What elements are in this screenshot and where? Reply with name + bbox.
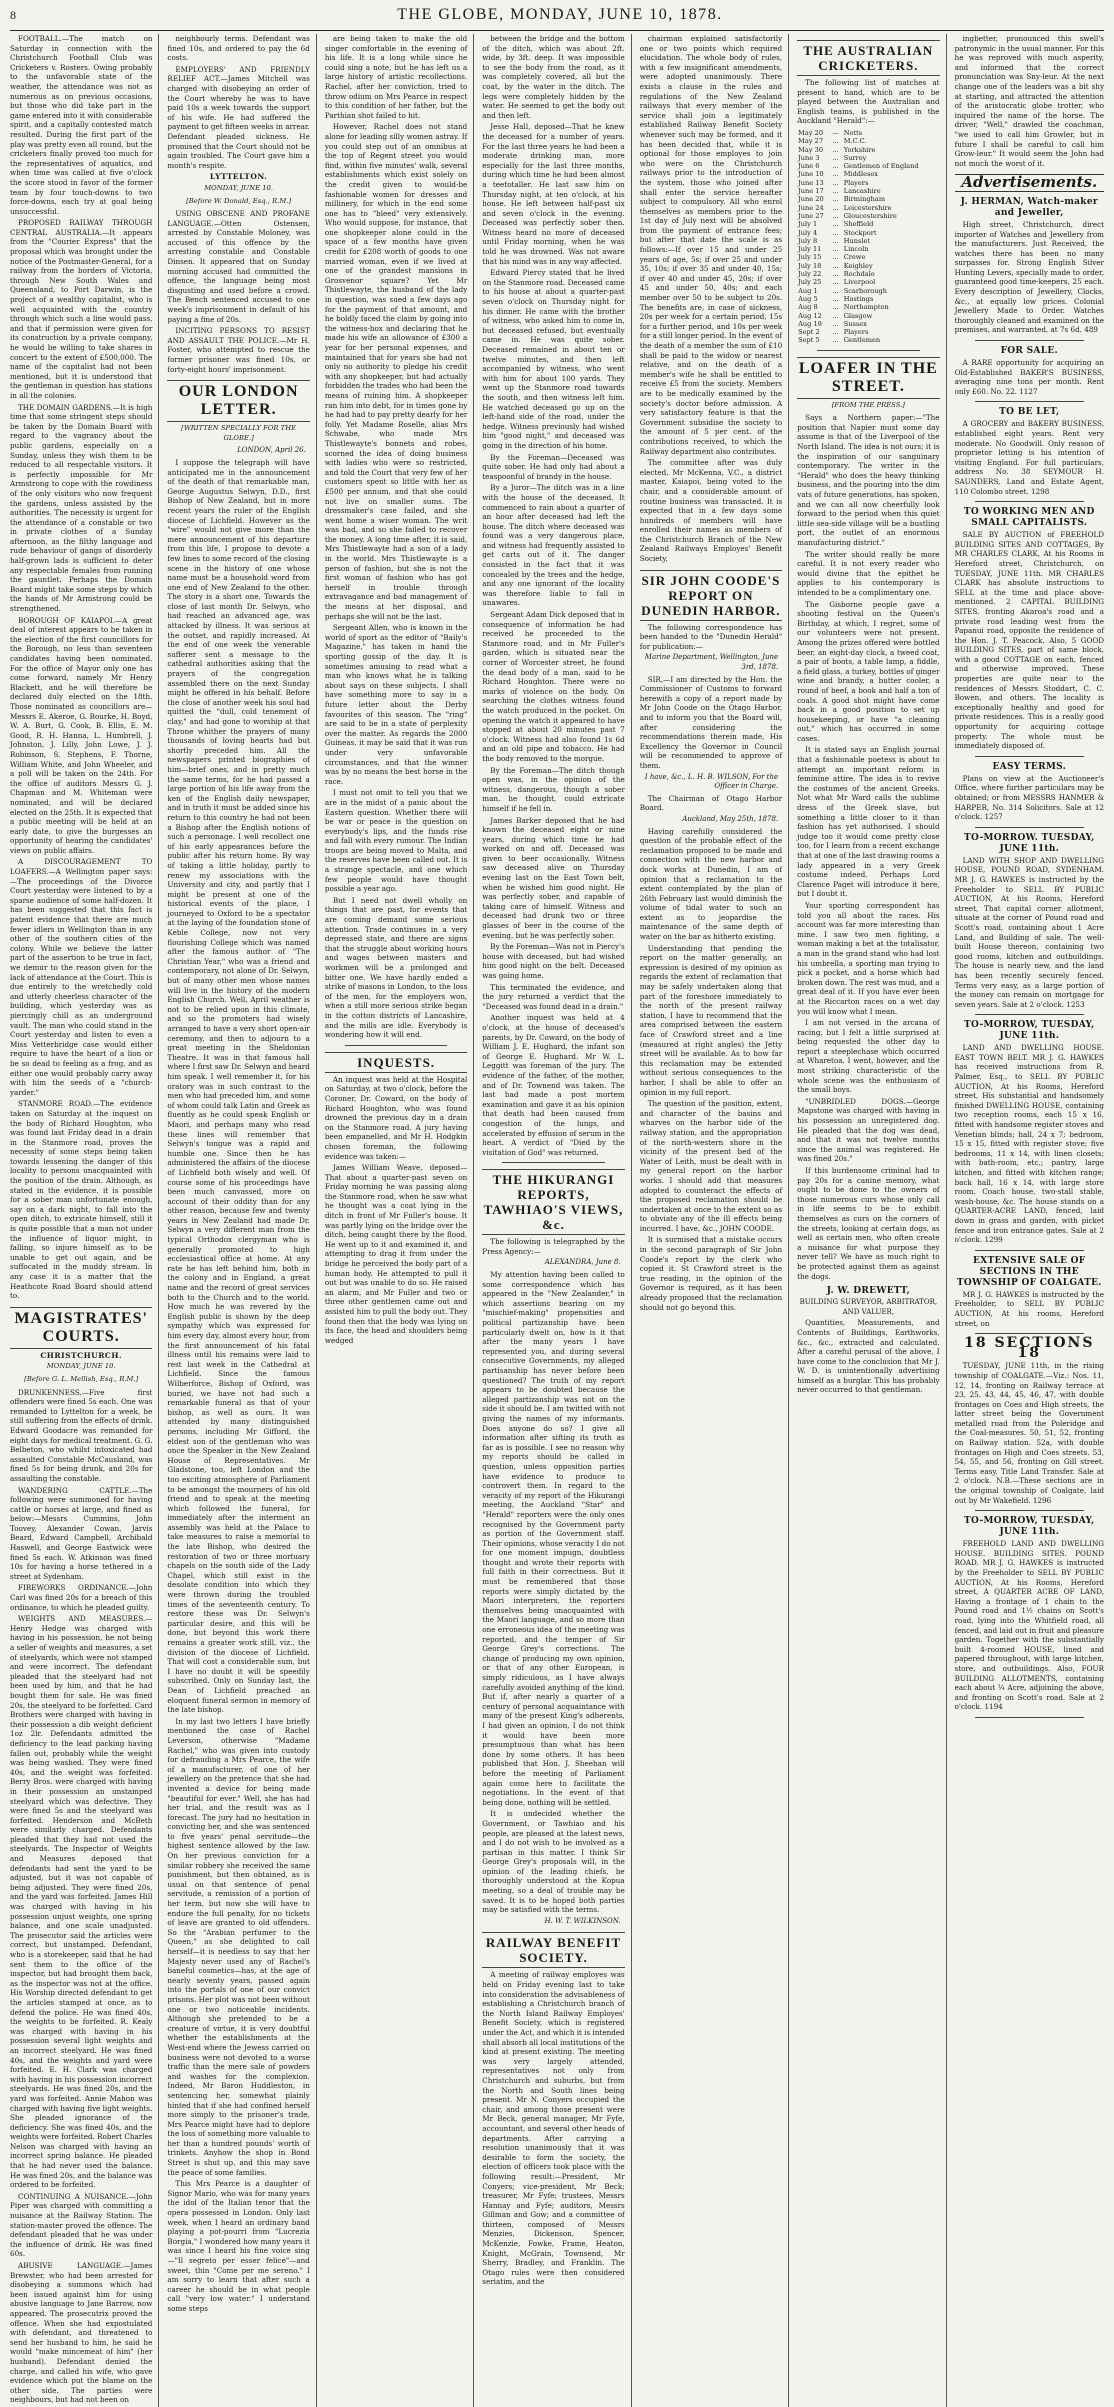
ad-body: FREEHOLD LAND AND DWELLING HOUSE. BUILDING SITES. POUND ROAD. MR J. G. HAWKES is instructed by the Freeholder to SELL BY PUBLIC AUCTION, At his Rooms, Hereford street, A QUARTER ACRE OF LAND, Having a frontage of 1 chain to the Pound road and 1½ chains on Scott's road, lying into the Whitfield road, all fenced, and laid out in fruit and pleasure garden. Together with the substantially built 4-roomed HOUSE, lined and papered throughout, with large kitchen, store, and outbuildings. Also, FOUR BUILDING ALLOTMENTS, containing each about ¼ Acre, adjoining the above, and fronting on Scott's road. Sale at 2 o'clock. 1194	[954, 1539, 1104, 1712]
fixture-row	[797, 253, 939, 261]
loafer-byline: [FROM THE PRESS.]	[831, 400, 905, 409]
ad-divider	[975, 501, 1084, 502]
loafer-paragraph: The writer should really be more careful. It is not every reader who would divine that the epithet he applies to his contemporary is intended to be a complimentary one.	[797, 549, 940, 597]
fixture-sep: ...	[832, 278, 839, 287]
ad-body: High street, Christchurch, direct importer of Watches and Jewellery from the manufacturers. Just Received, the watches there has been no many surpasses for. Strong English Silver Hunting Levers, specially made to order, guaranteed good time-keepers, 25 each. Every description of Jewellery, Clocks, &c., at equally low prices. Colonial Jewellery Made to Order. Watches thoroughly cleaned and examined on the premises, and warranted, at 7s 6d. 489	[954, 219, 1104, 335]
fixture-team: Yorkshire	[843, 145, 876, 154]
loafer-paragraph: The Gisborne people gave a shooting festival on the Queen's Birthday, at which, I regret, some of our volunteers were not present. Among the prizes offered were bottled beer, an eight-day clock, a tweed coat, a pair of boots, a table lamp, a fiddle, a field glass, a turkey, bottles of ginger wine and brandy, a butter cooler, a round of beef, a book and half a ton of coals. A good shot might have come back in a good position to set up housekeeping, or have "a cleaning out," which has occurred in some cases.	[797, 599, 940, 743]
fixture-team: Keighley	[843, 261, 873, 270]
coode-letter-signature: I have, &c., L. H. B. WILSON, For the Officer in Charge.	[644, 772, 779, 791]
court-items	[10, 1388, 152, 2405]
fixture-sep: ...	[832, 162, 839, 171]
fixture-sep: ...	[832, 195, 839, 204]
inquest-paragraph: By the Foreman—Was not in Piercy's house with deceased, but had wished him good night on the belt. Deceased was going home.	[482, 942, 625, 980]
drewett-trade: BUILDING SURVEYOR, ARBITRATOR, AND VALUER,	[799, 1298, 938, 1316]
inquest-paragraph: An inquest was held at the Hospital on Saturday, at two o'clock, before the Coroner, Dr. Coward, on the body of Richard Houghton, who was found drowned the previous day in a drain on the Stanmore road. A jury having been empanelled, and Mr H. Hodgkin chosen foreman, the following evidence was taken:—	[324, 1074, 468, 1161]
news-paragraph: BOROUGH OF KAIAPOI.—A great deal of interest appears to be taken in the election of the first councillors for the Borough, no less than seventeen candidates having been nominated. For the office of Mayor only one has come forward, namely Mr Henry Blackett, and he will therefore be declared duly elected on the 18th. Those nominated as councillors are—Messrs E. Akeroe, G. Bourke, H. Boyd, W. A. Burt, G. Cook, B. Ellis, E. M. Good, R. H. Hanna, L. Humbrell, J. Johnston, J. Lilly, John Lowe, J. J. Robinson, S. Stephens, F. Thorne, William White, and John Wheeler, and a poll will be taken on the 24th. For the office of auditors Messrs G. J. Chapman and M. Whiteman were nominated, and will be declared elected on the 25th. It is expected that a public meeting will be held at an early date, to give the burgesses an opportunity of hearing the candidates' views on public affairs.	[10, 615, 153, 855]
court-paragraph: DRUNKENNESS.—Five first offenders were fined 5s each. One was remanded to Lyttelton for a week, he still suffering from the effects of drink. Edward Goodacre was remanded for eight days for medical treatment. G. G. Belbeton, who whilst intoxicated had assaulted Constable McCausland, was fined 5s for being drunk, and 20s for assaulting the constable.	[10, 1387, 153, 1483]
fixture-date: June 27	[798, 211, 824, 220]
news-paragraph: A DISCOURAGEMENT TO LOAFERS.—A Wellington paper says:—The proceedings of the Divorce Court yesterday were listened to by a sparse audience of some half-dozen. It has been suggested that this fact is patent evidence that there are much fewer idlers in Wellington than in any other of the southern cities of the colony. While we believe the latter part of the assertion to be true in fact, we demur to the reason given for the lack of attendance at the Court. This is due entirely to the wretchedly cold and utterly cheerless character of the building, which yesterday was as piercingly chill as an underground vault. The man who could stand in the Court yesterday and listen to even a Miss Vetterbridge case would either require to have the heart of a lion or be so dead to feeling as a frog, and as either one would probably carry away with him the seeds of a "church-yarder."	[10, 857, 153, 1097]
fixture-sep: ...	[832, 145, 839, 154]
court-paragraph: WEIGHTS AND MEASURES.—Henry Hedge was charged with having in his possession, he not being a seller of weights and measures, a set of steelyards, which were not stamped and were incorrect. The defendant pleaded that the steelyard had not been used by him, and that he had bought them for sale. He was fined 20s, the steelyard to be forfeited. Card Brothers were charged with having in their possession a dib weight deficient 1oz 2lr. Defendants admitted the deficiency to the lead packing having fallen out, probably while the weight was being washed. They were fined 40s, and the weight was forfeited. Berry Bros. were charged with having in their possession an unstamped steelyard which was defective. They were fined 5s and the steelyard was forfeited. Henderson and McBeth were similarly charged. Defendants pleaded that they had not used the steelyards. The Inspector of Weights and Measures deposed that defendants had sent the yard to be adjusted, but it was not capable of being adjusted. They were fined 20s, and the yard was forfeited. James Hill was charged with having in his possession unjust weights, one spring balance, and one scale unadjusted. The prosecutor said the articles were correct, but unstamped. Defendant, who is a storekeeper, said that he had sent them to the office of the inspector, but had brought them back, as the inspector was not at the office. His Worship directed defendant to get the articles stamped at once, as to defend the police. He was fined 40s, the weights to be forfeited. R. Kealy was charged with having in his possession several light weights and an incorrect steelyard. He was fined 40s, and the weights and yard were forfeited. E. H. Clark was charged with having in his possession incorrect steelyards. He was fined 20s, and the yard was forfeited. Annie Mahon was charged with having five light weights. She pleaded ignorance of the deficiency. She was fined 40s, and the weights were forfeited. Robert Charles Nelson was charged with having an incorrect spring balance. He pleaded that he had never used the balance. He was fined 20s, and the balance was ordered to be forfeited.	[10, 1614, 153, 2190]
fixture-team: Hastings	[843, 294, 874, 303]
fixture-date: Aug 12	[798, 311, 822, 320]
coode-report-heading: SIR JOHN COODE'S REPORT ON DUNEDIN HARBOR.	[640, 570, 782, 621]
fixture-team: Players	[843, 178, 869, 187]
court-paragraph: neighbourly terms. Defendant was fined 10s, and ordered to pay the 6d costs.	[167, 34, 310, 63]
fixture-date: May 27	[798, 137, 824, 146]
fixture-date: Sept 2	[798, 328, 820, 337]
divider	[817, 350, 919, 351]
fixture-sep: ...	[832, 178, 839, 187]
court-paragraph: WANDERING CATTLE.—The following were summoned for having cattle or horses at large, and fined as below:—Messrs Cummins, John Toovey, Alexander Cowan, Jarvis Beard, Edward Campbell, Archibald Haswell, and George Eastwick were fined 5s each. W. Atkinson was fined 10s for having a horse tethered in a street at Sydenham.	[10, 1485, 153, 1581]
fixture-row	[797, 229, 939, 237]
fixture-team: Scarborough	[843, 286, 888, 295]
railway-paragraph: A meeting of railway employes was held on Friday evening last to take into consideration the advisableness of establishing a Christchurch branch of the North Island Railway Employes' Benefit Society, which is registered under the Act, and which it is intended shall absorb all local institutions of the kind at present existing. The meeting was very largely attended, representatives not only from Christchurch and suburbs, but from the North and South lines being present. Mr N. Conyers occupied the chair, and among those present were Mr Beck, general manager, Mr Fyfe, accountant, and several other heads of departments. After carrying a resolution unanimously that it was desirable to form the society, the election of officers took place with the following result:—President, Mr Conyers; vice-president, Mr Beck; treasurer, Mr Fyfe; trustees, Messrs Hannay and Fyfe; auditors, Messrs Gillman and Gow; and a committee of thirteen, composed of Messrs Menzies, Dickenson, Spencer, McKenzie, Fowke, Frame, Heaton, Knight, McGrain, Townsend, Mr Sherry, Bradley, and Franklin. The Otago rules were then considered seriatim, and the	[482, 1970, 625, 2287]
fixture-team: Gentlemen of England	[843, 162, 919, 171]
hikurangi-signature: H. W. T. WILKINSON.	[544, 1916, 621, 1925]
fixture-date: July 1	[798, 220, 818, 229]
ad-body: LAND AND DWELLING HOUSE. EAST TOWN BELT. MR J. G. HAWKES has received instructions from R. Palmer, Esq., to SELL BY PUBLIC AUCTION, At his Rooms, Hereford street, His substantial and handsomely finished DWELLING HOUSE, containing two reception rooms, each 15 x 16, fitted with handsome register stoves and Venetian blinds; hall, 24 x 7; bedroom, 15 x 15, fitted with register stove; five bedrooms, 11 x 14, with linen closets; with bath-room, etc.; pantry, large kitchen, and fitted with kitchen range; back hall, 16 x 14, with large store room. Coach house, two-stall stable, wash-house, &c. The house stands on a QUARTER-ACRE LAND, fenced, laid down in grass and garden, with picket fence and iron entrance gates. Sale at 2 o'clock. 1299	[954, 1043, 1104, 1245]
coode-place-date: Auckland, May 25th, 1878.	[682, 814, 779, 823]
fixture-sep: ...	[832, 303, 839, 312]
fixture-sep: ...	[832, 203, 839, 212]
columns	[10, 34, 1104, 2405]
fixture-team: Leicestershire	[843, 203, 892, 212]
loafer-continued	[955, 34, 1104, 168]
ad-heading: TO-MORROW, TUESDAY, JUNE 11th.	[964, 1020, 1095, 1042]
fixture-sep: ...	[832, 137, 839, 146]
letter-paragraph: This Mrs Pearce is a daughter of Signor Mario, who was for many years the idol of the Italian tenor that the opera possessed in London. Only last week, when I heard an ordinary band playing a pot-pourri from "Lucrezia Borgia," I wondered how many years it was since I heard his fine voice sing—"Il segreto per esser felice"—and sweet, thin "Come per me sereno." I am sorry to learn that after such a career he should be in what people call "very low water." I understand some steps	[167, 2179, 310, 2313]
fixture-team: Rochdale	[843, 270, 875, 279]
column-3	[325, 34, 474, 2407]
fixture-row	[797, 220, 939, 228]
london-letter-body	[167, 458, 309, 2314]
fixture-date: July 25	[798, 278, 822, 287]
court-bench: [Before G. L. Mellish, Esq., R.M.]	[24, 1374, 139, 1383]
inquest-paragraph: Edward Piercy stated that he lived on the Stanmore road. Deceased came to his house at about a quarter-past seven o'clock on Thursday night for his dinner. He came with the brother of witness, who asked him to come in, but deceased refused, but eventually came in. He was quite sober. Deceased remained in about ten or twelve minutes, and then left accompanied by witness, who went with him for about 100 yards. They went up the Stanmore road towards the south, and then witness left him. He watched deceased go up on the left-hand side of the road, under the hedge. Witness previously had wished him "good night," and deceased was going in the direction of his home.	[482, 268, 625, 450]
lyttelton-bench: [Before W. Donald, Esq., R.M.]	[186, 196, 292, 205]
column-7	[955, 34, 1104, 2407]
hikurangi-dateline: ALEXANDRA, June 8.	[544, 1258, 621, 1267]
fixture-row	[797, 204, 939, 212]
fixture-sep: ...	[832, 336, 839, 345]
ad-body: MR J. G. HAWKES is instructed by the Freeholder, to SELL BY PUBLIC AUCTION, At his rooms, Hereford street, on	[954, 1289, 1104, 1328]
fixture-team: Surrey	[843, 153, 867, 162]
railway-paragraph: chairman explained satisfactorily one or two points which required elucidation. The whole body of rules, with a few insignificant amendments, were adopted unanimously. There exists a clause in the rules and regulations of the New Zealand railways that every member of the service shall join a legitimately established Railway Benefit Society whenever such may be formed, and it has been decided that, while it is optional for those employes to join who were on the Christchurch railways prior to the introduction of the system, those who joined after shall enter the service hereafter subject to compulsory. All who enrol themselves as members prior to the 1st day of July next will be absolved from the payment of entrance fees; but after that date the scale is as follows:—If over 15 and under 25 years of age, 5s; if over 25 and under 35, 10s; if over 35 and under 40, 15s; if over 40 and under 45, 20s; if over 45 and under 50, 40s; and each member over 50 to be subject to 20s. The benefits are, in case of sickness, 20s per week for a certain period, 15s for a further period, and 10s per week for a still longer period. In the event of the death of a member the sum of £10 shall be paid to the widow or nearest relative, and on the death of a member's wife he shall be entitled to receive £5 from the society. Members are to be medically examined by the society's doctor before admission. A very satisfactory feature is that the Government subsidise the society to the amount of 5 per cent. of the contributions received, to which the Railway department also contributes.	[639, 34, 783, 456]
inquest-paragraph: By the Foreman—Deceased was quite sober. He had only had about a teaspoonful of brandy in the house.	[482, 452, 625, 481]
fixture-sep: ...	[832, 286, 839, 295]
inquests-continued	[482, 34, 624, 1157]
railway-society-continued	[640, 34, 782, 564]
ad-heading: TO-MORROW, TUESDAY, JUNE 11th.	[964, 1516, 1095, 1538]
inquest-paragraph: This terminated the evidence, and the jury returned a verdict that the "Deceased was found dead in a drain."	[482, 982, 625, 1011]
fixture-team: Players	[843, 328, 869, 337]
fixture-sep: ...	[832, 187, 839, 196]
fixture-date: June 20	[798, 195, 824, 204]
column-5	[640, 34, 789, 2407]
court-paragraph: ABUSIVE LANGUAGE.—James Brewster, who had been arrested for disobeying a summons which had been issued against him for using abusive language to Jane Barrow, now appeared. The prosecutrix proved the offence. When she had expostulated with defendant, and threatened to send her husband to him, he said he would "make mincemeat of him" (her husband). Defendant denied the charge, and called his wife, who gave evidence which put the blame on the other side. The parties were neighbours, but had not been on	[10, 2261, 153, 2405]
inquests-heading: INQUESTS.	[325, 1052, 467, 1073]
fixture-date: June 6	[798, 162, 820, 171]
lyttelton-court-name: LYTTELTON.	[209, 172, 268, 182]
coode-intro: The following correspondence has been handed to the "Dunedin Herald" for publication:—	[639, 622, 783, 651]
drewett-name: J. W. DREWETT,	[826, 1286, 911, 1297]
court-paragraph: CONTINUING A NUISANCE.—John Piper was charged with committing a nuisance at the Railway Station. The station-master proved the offence. The defendant pleaded that he was under the influence of drink. He was fined 60s.	[10, 2191, 153, 2259]
fixture-sep: ...	[832, 211, 839, 220]
court-items-continued	[167, 34, 309, 170]
fixture-row	[797, 195, 939, 203]
inquest-paragraph: Sergeant Adam Dick deposed that in consequence of information he had received he proceeded to the Stanmore road, and in Mr Fuller's garden, which is situated near the corner of Worcester street, he found the dead body of a man, said to be Richard Houghton. There were no marks of violence on the body. On searching the clothes witness found the watch produced in the pocket. On opening the watch it appeared to have stopped at about 20 minutes past 7 o'clock. Witness had also found 1s 6d and an old pipe and tobacco. He had the body removed to the morgue.	[482, 610, 625, 763]
coode-paragraph: Having carefully considered the question of the probable effect of the reclamation proposed to be made and connection with the new harbor and dock works at Dunedin, I am of opinion that a reclamation to the extent contemplated by the plan of 26th February last would diminish the volume of tidal water to such an extent as to jeopardise the maintenance of the same depth of water on the bar as hitherto existing.	[639, 826, 783, 942]
fixture-sep: —	[832, 128, 839, 137]
fixture-sep: ...	[832, 228, 839, 237]
ad-divider	[975, 1014, 1084, 1015]
court-paragraph: FIREWORKS ORDINANCE.—John Carl was fined 20s for a breach of this ordinance, to which he pleaded guilty.	[10, 1583, 153, 1612]
london-letter-heading: OUR LONDON LETTER.	[167, 380, 309, 422]
ad-heading: EXTENSIVE SALE OF SECTIONS IN THE TOWNSHIP OF COALGATE.	[956, 1255, 1102, 1288]
london-letter-byline: [WRITTEN SPECIALLY FOR THE GLOBE.]	[181, 424, 297, 442]
ad-heading: J. HERMAN, Watch-maker and Jeweller,	[960, 196, 1098, 218]
ad-body: SALE BY AUCTION of FREEHOLD BUILDING SITES AND COTTAGES, By MR CHARLES CLARK, At his Rooms in Hereford street, Christchurch, on TUESDAY, JUNE 11th. MR CHARLES CLARK has absolute instructions to SELL at the time and place above-mentioned. 2 CAPITAL BUILDING SITES, fronting Akaroa's road and a private road leading west from the Papanui road, opposite the residence of the Hon. J. T. Peacock. Also, 5 GOOD BUILDING SITES, part of same block, with a good COTTAGE on each, fenced and otherwise improved. These properties are quite near to the residences of Messrs Stoddart, C. C. Bowen, and others. The locality is exceptionally healthy and good for private residences. This is a really good opportunity for acquiring cottage property. The whole must be immediately disposed of.	[954, 530, 1104, 751]
local-news-items	[10, 34, 152, 1301]
fixtures-table	[797, 129, 939, 345]
fixture-sep: ...	[832, 236, 839, 245]
fixture-date: July 18	[798, 261, 822, 270]
fixture-team: Northampton	[843, 303, 889, 312]
fixture-row	[797, 278, 939, 286]
fixture-date: Sept 5	[798, 336, 820, 345]
coode-paragraph: The question of the position, extent, and character of the basins and wharves on the harbor side of the railway station, and the appropriation of the north-western shore in the vicinity of the present bed of the Water of Leith, must be dealt with in my general report on the harbor works. I should add that measures adopted to counteract the effects of the proposed reclamation should be undertaken at once to the extent so as to obviate any of the ill effects being incurred. I have, &c., JOHN COODE.	[639, 1099, 783, 1233]
news-paragraph: THE DOMAIN GARDENS.—It is high time that some stringent steps should be taken by the Domain Board with regard to the vagrancy about the public gardens, especially on a Sunday, unless they wish them to be reduced to all respectable visitors. It is perfectly impossible for Mr Armstrong to cope with the rowdiness of the only visitors who now frequent the gardens, unless assisted by the authorities. The necessity is urgent for the attendance of a constable or two in private clothes of a Sunday afternoon, as the filthy language and rude behaviour of gangs of disorderly half-grown lads is sufficient to deter any respectable females from running the gauntlet. Perhaps the Domain Board might take some steps by which the hands of Mr Armstrong could be strengthened.	[10, 402, 153, 614]
masthead	[10, 6, 1104, 31]
fixture-date: Aug 1	[798, 286, 818, 295]
inquest-paragraph: Jesse Hall, deposed—That he knew the deceased for a number of years. For the last three years he had been a moderate drinking man, more especially for the last three months, during which time he had been almost a teetotaller. He last saw him on Thursday night, at ten o'clock, at his house. He left between half-past six and seven o'clock in the evening. Deceased was perfectly sober then. Witness heard no more of deceased until Friday morning, when he was told he was drowned. Was not aware that his mind was in any way affected.	[482, 122, 625, 266]
fixture-date: Aug 19	[798, 319, 822, 328]
fixture-row	[797, 270, 939, 278]
fixture-row	[797, 187, 939, 195]
fixture-team: Hunslet	[843, 236, 870, 245]
newspaper-title: THE GLOBE, MONDAY, JUNE 10, 1878.	[397, 6, 723, 23]
loafer-paragraph: Says a Northern paper:—"The position that Napier must some day assume is that of the Liverpool of the North Island. The idea is not ours; it is the inspiration of our sanguinary contemporary. The writer in the "Herald" who does the heavy thinking business, and the pouring into the dim vats of future generations, has spoken, and we can all now cheerfully look forward to the period when this quiet little sea-side village will be a bustling port, the outlet of an enormous manufacturing district."	[797, 413, 940, 547]
fixture-team: Birmingham	[843, 195, 886, 204]
fixture-sep: ...	[832, 153, 839, 162]
coode-paragraph: Understanding that pending the report on the matter generally, an expression is desired of my opinion as regards the extent of reclamation that may be safely undertaken along that part of the foreshore immediately to the north of the present railway station, I have to recommend that the area comprised between the eastern face of Crawford street and a line (measured at right angles) the Jetty street will be available. As to how far this reclamation may be extended without serious consequences to the harbor, I shall be able to offer an opinion in my full report.	[639, 943, 783, 1097]
fixture-sep: ...	[832, 294, 839, 303]
fixture-sep: ...	[832, 319, 839, 328]
fixture-date: July 4	[798, 228, 818, 237]
ad-body: Plans on view at the Auctioneer's Office, where further particulars may be obtained; or from MESSRS HANMER & HARPER, No. 314 Solicitors. Sale at 12 o'clock. 1257	[954, 773, 1104, 822]
court-name: CHRISTCHURCH.	[40, 1350, 123, 1360]
inquests-body	[325, 1075, 467, 1346]
fixture-row	[797, 295, 939, 303]
railway-society-body	[482, 1970, 624, 2287]
fixture-date: July 22	[798, 270, 822, 279]
fixture-row	[797, 154, 939, 162]
fixture-team: Liverpool	[843, 278, 876, 287]
loafer-paragraph: I am not versed in the arcana of racing, but I felt a little surprised at being requested the other day to report a steeplechase which occurred at Wharetoa. I went, however, and the most striking characteristic of the whole scene was the enthusiasm of the small boys.	[797, 1018, 940, 1095]
coode-department: Marine Department, Wellington, June 3rd, 1878.	[644, 653, 779, 672]
fixture-sep: ...	[832, 170, 839, 179]
fixture-row	[797, 303, 939, 311]
fixture-row	[797, 129, 939, 137]
news-paragraph: FOOTBALL.—The match on Saturday in connection with the Christchurch Football Club was Cricketers v. Rosters. Owing probably to the unfavorable state of the weather, the attendance was not as numerous as on previous occasions, but those who did take part in the game entered into it with considerable spirit, and a capitally contested match resulted. During the first part of the play was pretty even all round, but the cricketers finally proved too much for the representatives of aquatics, and when time was called at five o'clock the score stood in favor of the former team by four touch-downs to two force-downs, each try at goal being unsuccessful.	[10, 34, 153, 216]
inquest-paragraph: between the bridge and the bottom of the ditch, which was about 2ft. wide, by 3ft. deep. It was impossible to see the body from the road, as it was completely covered, all but the coat, by the water in the ditch. The legs were completely hidden by the water. He seemed to get the body out and then left.	[482, 34, 625, 120]
letter-paragraph: However, Rachel does not stand alone for leading silly women astray. If you could step out of an omnibus at the top of Regent street you would find, within five minutes' walk, several establishments which exist solely on the credit given to would-be fashionable women for dresses and millinery, for which in the end some one has to "bleed" very extensively. Who would suppose, for instance, that one shopkeeper alone could in the space of a few months have given credit for £208 worth of goods to one married woman, even if we lived at one of the grandest mansions in Grosvenor square? Yet Mr Thistlewayte, the husband of the lady in question, was sued a few days ago for the payment of that amount, and he boldly faced the claim by going into the witness-box and declaring that he made his wife an allowance of £300 a year for her personal expenses, and maintained that for years she had not only no authority to pledge his credit with any shopkeeper, but had actually forbidden the trades who had been the means of ruining him. A shopkeeper ran him into debt, for in times gone by he had had to pay pretty dearly for her folly. Yet Madame Roselle, alias Mrs Schwabe, who made Mrs Thistlewayte's bonnets and robes, scorned the idea of doing business with ladies who were so restricted, and told the Court that very few of her customers spent so little with her as £500 per annum, and that she could not live on smaller sums. The dressmaker's case failed, and she went home a wiser woman. The writ was bad, and so she failed to recover the money. A long time after, it is said, Mrs Thistlewayte had a son of a lady in the world. Mrs Thistlewayte is a person of fashion, but she is not the first woman of fashion who has got herself in trouble through extravagance and bad management of the means at her disposal, and perhaps she will not be the last.	[324, 122, 468, 621]
letter-paragraph: I suppose the telegraph will have anticipated me in the announcement of the death of that remarkable man, George Augustus Selwyn, D.D., first Bishop of New Zealand, but in more recent years the ruler of the English diocese of Lichfield. However as the "wire" would not give more than the mere announcement of his departure from this life, I propose to devote a few lines to some record of the closing scene in the history of one whose name must be a household word from one end of New Zealand to the other. The story is a short one. Towards the close of last month Dr. Selwyn, who had reached an advanced age, was attacked by illness. It was serious at the outset, and rapidly increased. At the end of one week the venerable sufferer sent a message to the cathedral authorities asking that the prayers of the congregation assembled there on the next Sunday might be offered in his behalf. Before the close of another week his soul had quitted the "dull, cold tenement of clay," and had gone to worship at that Throne whither the prayers of many thousands of loving hearts had but shortly preceded him. All the newspapers printed biographies of him—brief ones, and in pretty much the same terms, for he had passed a large portion of his life away from the ken of the English daily newspaper, and in truth it must be added since his return to this country he had not been a Bishop after the English notions of such a personage. I well recollect one of his early appearances before the public after his return home. By way of taking a little holiday, partly to renew my associations with the University and city, and partly that I might be present at one of the historical events of the place, I journeyed to Oxford to be a spectator at the laying of the foundation stone of Keble College, now not very flourishing College which was named after the famous author of "The Christian Year," who was a friend and contemporary, not alone of Dr. Selwyn, but of many other men whose names will live in the history of the modern English Church. Well, April weather is not to be relied upon in this climate, and so the promoters had wisely arranged to have a very short open-air ceremony, and then to adjourn to a great meeting in the Sheldonian Theatre. It was in that famous hall where I first saw Dr. Selwyn and heard him speak. I well remember it, for his oratory was in such contrast to the men who had preceded him, and some of whom could talk Latin and Greek as fluently as he could speak English or Maori, and perhaps many who read these lines will remember that Selwyn's tongue was a rapid and humble one. Since then he has administered the affairs of the diocese of Lichfield both wisely and well. Of course some of his proceedings have been much canvassed, more on account of their oddity than for any other reason, because few and twenty years in New Zealand had made Dr. Selwyn a very different man from the typical Orthodox clergyman who is generally promoted to high ecclesiastical office at home. At any rate he has left behind him, both in the colony and in England, a great name and the record of great services both to the Church and to the world. How much he was revered by the English public is shown by the deep sympathy which was expressed for him every day, almost every hour, from the first announcement of his fatal illness until his remains were laid to rest last week in the Cathedral at Lichfield. Since the famous Wilberforce, Bishop of Oxford, was buried, we have not had such a remarkable funeral as that of your bishop, as well as ours. It was attended by many distinguished persons, including Mr Gifford, the eldest son of the gentleman who was once the Speaker in the New Zealand House of Representatives. Mr Gladstone, too, left London and the too exciting atmosphere of Parliament to be amongst the mourners of his old friend and to speak at the meeting which followed the funeral, for immediately after the interment an assembly was held at the Palace to take measures to raise a memorial to the late Bishop, who desired the restoration of two or three mortuary chapels on the south side of the Lady Chapel, which still exist in the desolate condition into which they were thrown during the troubled times of the seventeenth century. To restore these was Dr. Selwyn's particular desire, and this will be done, but beyond this work there remains a greater work still, viz., the division of the diocese of Lichfield. That will cost a considerable sum, but I have no doubt it will be speedily subscribed. Only on Sunday last, the Dean of Lichfield preached an eloquent funeral sermon in memory of the late bishop.	[167, 457, 310, 1715]
divider	[345, 1045, 447, 1046]
fixture-team: Gloucestershire	[843, 211, 897, 220]
court-paragraph: USING OBSCENE AND PROFANE LANGUAGE.—Otten Ostensen, arrested by Constable Moloney, was accused of this offence by the arresting constable and Constable Dinsen. It appeared that on Sunday morning accused had committed the offence, the language being most disgusting and used before a crowd. The Bench sentenced accused to one week's imprisonment in default of his paying a fine of 20s.	[167, 209, 310, 324]
letter-paragraph: I must not omit to tell you that we are in the midst of a panic about the Eastern question. Whether there will be war or peace is the question on everybody's lips, and the funds rise and fall with every rumour. The Indian troops are being moved to Malta, and the reserves have been called out. It is a strange spectacle, and one which few people would have thought possible a year ago.	[324, 788, 468, 894]
court-paragraph: INCITING PERSONS TO RESIST AND ASSAULT THE POLICE.—Mr H. Foster, who attempted to rescue the former prisoner was fined 10s, or forty-eight hours' imprisonment.	[167, 326, 310, 374]
ad-divider	[975, 1717, 1084, 1718]
inquest-paragraph: James William Weave, deposed—That about a quarter-past seven on Friday morning he was passing along the Stanmore road, when he saw what he thought was a coat lying in the ditch in front of Mr Fuller's house. It was partly lying on the bridge over the ditch, being caught there by the flood. He went up to it and examined it, and attempting to drag it from under the bridge he perceived the body part of a human body. He attempted to pull it out but was unable to do so. He raised an alarm, and Mr Fuller and two or three other gentlemen came out and assisted him to pull the body out. They found then that the body was lying on its face, the head and shoulders being wedged	[324, 1163, 468, 1345]
ad-heading: 18 SECTIONS 18	[964, 1335, 1095, 1361]
ad-divider	[975, 1510, 1084, 1511]
fixture-row	[797, 328, 939, 336]
fixture-team: Middlesex	[843, 170, 879, 179]
loafer-paragraph: ingbetter, pronounced this swell's patronymic in the usual manner. For this he was reproved with much asperity, and informed that the correct pronunciation was Sny-leur. At the next change one of the leaders was a bit shy at starting, and attracted the attention of the aristocratic globe trotter, who inquired the name of the horse. The driver, "Well," drawled the coachman, "we used to call him Growler, but in future I shall be careful to call him Grow-leur." It would seem the John had not much the worst of it.	[954, 34, 1104, 168]
coode-report-body	[640, 827, 782, 1234]
coode-letter: SIR,—I am directed by the Hon. the Commissioner of Customs to forward herewith a copy of a report made by Mr John Coode on the Otago Harbor, and to inform you that the Board will, after considering the recommendations therein made, His Excellency the Governor in Council will be recommended to approve of them.	[639, 674, 783, 770]
fixture-row	[797, 336, 939, 344]
fixture-date: June 24	[798, 203, 824, 212]
hikurangi-intro: The following is telegraphed by the Press Agency:—	[482, 1237, 625, 1256]
railway-society-heading: RAILWAY BENEFIT SOCIETY.	[482, 1932, 624, 1968]
fixture-sep: ...	[832, 270, 839, 279]
inquest-paragraph: Another inquest was held at 4 o'clock, at the house of deceased's parents, by Dr. Coward, on the body of William J. E. Hughard, the infant son of George E. Hughard. Mr W. L. Leggitt was foreman of the jury. The evidence of the father, of the mother, and of Dr. Townend was taken. The last had made a post mortem examination and gave it as his opinion that death had been caused from congestion of the lungs, and accelerated by effusion of serum in the heart. A verdict of "Died by the visitation of God" was returned.	[482, 1013, 625, 1157]
ad-heading: TO-MORROW. TUESDAY, JUNE 11th.	[964, 832, 1095, 854]
loafer-body	[797, 413, 939, 1281]
loafer-paragraph: It is stated says an English journal that a fashionable poetess is about to attempt an important reform in feminine attire. The idea is to revive the costumes of the ancient Greeks. Not what Mr Ward calls the sublime dress of the Greek slave, but something a little closer to it than fashion has yet authorised. I should judge too it would come pretty close too, for I learn from a recent exchange that at one of the last drawing rooms a lady appeared in a very Greek costume indeed. Perhaps Lord Clarence Paget will introduce it here, but I doubt it.	[797, 745, 940, 899]
ad-divider	[975, 1333, 1084, 1334]
ad-body: LAND WITH SHOP AND DWELLING HOUSE, POUND ROAD, SYDENHAM. MR J. G. HAWKES is instructed by the Freeholder to SELL BY PUBLIC AUCTION, At his Rooms, Hereford street, That capital corner allotment, situate at the corner of Pound road and Scott's road, containing about 1 Acre Land, and Building of sale. The well-built House thereon, containing two good rooms, kitchen and outbuildings. The house is nearly new, and the land has been recently securely fenced. Terms very easy, as a large portion of the money can remain on mortgage for seven years. Sale at 2 o'clock. 1253	[954, 855, 1104, 1009]
inquest-paragraph: James Barker deposed that he had known the deceased eight or nine years, during which time he had worked on and off. Deceased was given to beer occasionally. Witness saw deceased alive on Thursday evening last on the East Town belt, when he wished him good night. He was perfectly sober, and capable of taking care of himself. Witness and deceased had drunk two or three glasses of beer in the course of the evening, but he was perfectly sober.	[482, 815, 625, 940]
column-6	[797, 34, 946, 2407]
fixture-team: Sussex	[843, 319, 867, 328]
ad-heading: FOR SALE.	[1000, 346, 1058, 357]
fixture-row	[797, 262, 939, 270]
lyttelton-date: MONDAY, JUNE 10.	[204, 183, 274, 192]
letter-paragraph: But I need not dwell wholly on things that are past, for events that are coming demand some serious attention. Trade continues in a very depressed state, and there are signs that the struggle about working hours and wages between masters and workmen will be a prolonged and bitter one. We have hardly ended a strike of masons in London, to the loss of the men, for the employers won, when a still more serious strike began in the cotton districts of Lancashire, and the mills are idle. Everybody is wondering how it will end.	[324, 895, 468, 1040]
inquest-paragraph: By a Juror—The ditch was in a line with the house of the deceased. It commenced to rain about a quarter of an hour after deceased had left the house. The ditch where deceased was found was a very dangerous place, and witness had frequently assisted to get carts out of it. The danger consisted in the fact that it was concealed by the trees and the hedge, and any one ignorant of the locality was therefore liable to fall in unawares.	[482, 483, 625, 608]
drewett-text: Quantities, Measurements, and Contents of Buildings, Earthworks, &c., &c., extracted and calculated. After a careful perusal of the above, I have come to the conclusion that Mr J. W. D. is unintentionally advertising himself as a burglar. This has probably never occurred to that gentleman.	[797, 1318, 940, 1395]
news-paragraph: STANMORE ROAD.—The evidence taken on Saturday at the inquest on the body of Richard Houghton, who was found last Friday dead in a drain in the Stanmore road, proves the necessity of some steps being taken towards lessening the danger of this locality to persons unacquainted with the position of the drain. Although, as stated in the evidence, it is possible for a sober man unfortunate enough, say on a dark night, to fall into the open ditch, to extricate himself, still it is quite possible that a man not under the influence of liquor might, in falling, so injure himself as to be unable to get out again, and be suffocated in the muddy stream. In any case it is a matter that the Heathcote Road Board should attend to.	[10, 1099, 153, 1301]
london-letter-dateline: LONDON, April 26.	[237, 446, 306, 455]
hikurangi-paragraph: My attention having been called to some correspondence which has appeared in the "New Zealander," in which assertions bearing on my "mischief-making" propensities and political partizanship have been particularly dwelt on, how is it that after the many years I have represented you, and during several consecutive Governments, my alleged partisanship has never before been questioned? The truth of my report appears to be doubted because the alleged partizanship was not on the side it should be. I am twitted with not giving the names of my informants. Does anyone do so? I give all information after sifting its truth as far as is possible. I see no reason why my reports should be called in question, unless opposition parties have evidence to produce to controvert them. In regard to the veracity of my report of the Hikurangi meeting, the Auckland "Star" and "Herald" reporters were the only ones recognised by the Government party as portion of the Government staff. Their opinions, whose veracity I do not for one moment impugn, doubtless thought and wrote their reports with full faith in their correctness. But it must be remembered that those reports were simply dictated by the Maori interpreters, the reporters themselves being unacquainted with the Maori language, and so more than one erroneous idea of the meeting was reported, and the temper of Sir George Grey's corrections. The change of producing my own opinion, or that of any other European, is simply ridiculous, as I have always carefully avoided anything of the kind. But if, after nearly a quarter of a century of personal acquaintance with many of the present King's adherents, I had given an opinion, I do not think it would have been more presumptuous than what has been done by some others. It has been published that Hon. J. Sheehan will before the meeting of Parliament again come here to facilitate the negotiations. In the event of that being done, nothing will be settled.	[482, 1270, 625, 1807]
fixture-sep: ...	[832, 253, 839, 262]
fixture-date: July 15	[798, 253, 822, 262]
fixture-row	[797, 237, 939, 245]
fixture-team: Glasgow	[843, 311, 873, 320]
column-4	[482, 34, 631, 2407]
coode-recipient: The Chairman of Otago Harbor Board.	[639, 793, 783, 813]
fixture-row	[797, 170, 939, 178]
fixture-row	[797, 162, 939, 170]
letter-paragraph: are being taken to make the old singer comfortable in the evening of his life. It is a long while since he could sing a note, but he has left us a large history of artistic recollections. Rachel, after her conviction, tried to throw odium on Mrs Pearce in respect to this condition of her father, but the Parthian shot failed to hit.	[324, 34, 468, 120]
fixture-row	[797, 287, 939, 295]
ad-divider	[975, 340, 1084, 341]
fixture-row	[797, 179, 939, 187]
fixture-row	[797, 137, 939, 145]
london-letter-continued	[325, 34, 467, 1040]
fixture-date: May 30	[798, 145, 824, 154]
lyttelton-items	[167, 209, 309, 374]
news-paragraph: PROPOSED RAILWAY THROUGH CENTRAL AUSTRALIA.—It appears from the "Courier Express" that the proposal which was brought under the notice of the Postmaster-General, for a railway from the borders of Victoria, through New South Wales and Queensland, to Port Darwin, is the project of a wealthy capitalist, who is well acquainted with the country through which such a line would pass, and that if permission were given for its construction by a private company, he would be willing to take shares in concert to the extent of £500,000. The name of the capitalist had not been mentioned, but it is understood that the gentleman in question has stations in all the colonies.	[10, 218, 153, 400]
cricketers-heading: THE AUSTRALIAN CRICKETERS.	[797, 40, 939, 76]
ad-divider	[975, 401, 1084, 402]
fixture-row	[797, 312, 939, 320]
fixture-sep: ...	[832, 311, 839, 320]
letter-paragraph: Sergeant Allen, who is known in the world of sport as the editor of "Baily's Magazine," has taken in hand the sporting gossip of the day. It is sometimes amusing to read what a man who knows what he is talking about says on these subjects. I shall have something more to say in a future letter about the Derby favourites of this season. The "ring" are said to be in a state of perplexity over the matter. As regards the 2000 Guineas, it may be said that it was run under very unfavorable circumstances, and that the winner was by no means the best horse in the race.	[324, 623, 468, 786]
letter-paragraph: In my last two letters I have briefly mentioned the case of Rachel Leverson, otherwise "Madame Rachel," who was given into custody for defrauding a Mrs Pearce, the wife of a manufacturer, of one of her jewellery on the pretence that she had invented a device for being made "beautiful for ever." Well, she has had her trial, and the result was as I forecast. The jury had no hesitation in convicting her, and she was sentenced to five years' penal servitude—the highest sentence allowed by the law. On her previous conviction for a similar robbery she received the same punishment, but then obtained, as is usual on that sentence of penal servitude, a remission of a portion of her term, but now she will have to endure the full penalty, for no tickets of leave are granted to old offenders. So the "Arabian perfumer to the Queen," as she delighted to call herself—it is needless to say that her Majesty never used any of Rachel's baneful cosmetics—has, at the age of nearly seventy years, passed again into the portals of one of our convict prisons. Her plot was not been without one or two noticeable incidents. Although she pretended to be a creature of virtue, it is very doubtful whether the establishments at the West-end where the Jewess carried on business were not devoted to a worse traffic than the mere sale of powders and washes for the complexion. Indeed, Mr Baron Huddleston, in sentencing her, somewhat plainly hinted that if she had confined herself more simply to the prisoner's trade, Mrs Pearce might have had to deplore the loss of something more valuable to her than a hundred pounds' worth of trinkets. Anyhow the shop in Bond Street is shut up, and this may save the peace of some families.	[167, 1716, 310, 2177]
loafer-paragraph: Your sporting correspondent has told you all about the races. His account was far more interesting than mine. I saw two men fighting, a woman making a bet at the totalisator, a man in the grand stand who had lost his umbrella, a sporting man trying to pick a pocket, and a horse which had broken down. The rest was mud, and a great deal of it. If you have ever been at the Riccarton races on a wet day you will know what I mean.	[797, 900, 940, 1016]
ad-heading: EASY TERMS.	[992, 761, 1067, 772]
divider	[502, 1162, 604, 1163]
cricketers-intro: The following list of matches at present to hand, which are to be played between the Australian and English teams, is published in the Auckland "Herald":—	[797, 78, 940, 126]
fixture-date: May 20	[798, 128, 824, 137]
ad-heading: TO WORKING MEN AND SMALL CAPITALISTS.	[963, 507, 1095, 529]
ad-divider	[975, 756, 1084, 757]
page-number: 8	[10, 8, 16, 22]
fixture-sep: ...	[832, 220, 839, 229]
loafer-heading: LOAFER IN THE STREET.	[797, 357, 939, 399]
ad-body: A RARE opportunity for acquiring an Old-Established BAKER'S BUSINESS, averaging nine tons per month. Rent only £60. No. 22. 1127	[954, 358, 1104, 396]
ad-heading: TO BE LET,	[999, 407, 1060, 418]
fixture-sep: ...	[832, 328, 839, 337]
fixture-team: M.C.C.	[843, 137, 867, 146]
fixture-date: June 17	[798, 187, 824, 196]
fixture-team: Notts	[843, 128, 863, 137]
fixture-date: June 13	[798, 178, 824, 187]
court-date: MONDAY, JUNE 10.	[46, 1362, 116, 1371]
column-2	[167, 34, 316, 2407]
advertisements-heading: Advertisements.	[955, 174, 1104, 192]
fixture-date: Aug 8	[798, 303, 818, 312]
fixture-team: Sheffield	[843, 220, 874, 229]
fixture-sep: ...	[832, 245, 839, 254]
fixture-date: June 10	[798, 170, 824, 179]
fixture-team: Lancashire	[843, 187, 881, 196]
advertisements-list	[955, 197, 1104, 1718]
ad-divider	[975, 827, 1084, 828]
coode-note: It is surmised that a mistake occurs in the second paragraph of Sir John Coode's report by the clerk who copied it. St Crawford street is the true reading, in the opinion of the Governor is required, as it has been already proposed that the reclamation should not go beyond this.	[639, 1235, 783, 1312]
fixture-date: July 8	[798, 236, 818, 245]
loafer-paragraph: "UNBRIDLED DOGS.—George Mapstone was charged with having in his possession an unregistered dog. He pleaded that the dog was dead, and that it was not twelve months since the animal was registered. He was fined 20s."	[797, 1096, 940, 1164]
inquest-paragraph: By the Foreman—The ditch though open was, in the opinion of the witness, dangerous, though a sober man, he thought, could extricate himself if he fell in.	[482, 765, 625, 813]
fixture-team: Stockport	[843, 228, 877, 237]
hikurangi-paragraph: It is undecided whether the Government, or Tawhiao and his people, are pleased at the latest news, and I do not wish to be involved as a partisan in this matter. I think Sir George Grey's proposals will, in the opinion of the leading chiefs, be thoroughly understood at the Kopua meeting, so a deal of trouble may be saved. It is to be hoped both parties may be satisfied with the terms.	[482, 1809, 625, 1915]
fixture-date: July 11	[798, 245, 822, 254]
hikurangi-body	[482, 1270, 624, 1915]
ad-body: A GROCERY and BAKERY BUSINESS, established eight years. Rent very moderate. No Goodwill. Only reason of proprietor letting is his intention of visiting England. For full particulars, address No. 38 SEYMOUR H. SAUNDERS, Land and Estate Agent, 110 Colombo street. 1298	[954, 419, 1104, 496]
magistrates-heading: MAGISTRATES' COURTS.	[10, 1307, 152, 1349]
fixture-team: Crewe	[843, 253, 866, 262]
ad-body: TUESDAY, JUNE 11th, in the rising township of COALGATE.—Viz.: Nos. 11, 12, 14, fronting on Railway terrace at 23, 25. 43, 44, 45, 46, 47, with double frontages on Coes and High streets, the latter street being the Government metalled road from the Poleridge and the Coal-measures. 50, 51, 52, fronting on Railway station. 52a, with double frontages on High and Coes streets. 53, 54, 55, and 56, fronting on Gill street. Terms easy. Title Land Transfer. Sale at 2 o'clock. N.B.—These sections are in the original township of Coalgate, laid out by Mr Wakefield. 1296	[954, 1361, 1104, 1505]
fixture-row	[797, 212, 939, 220]
fixture-team: Lincoln	[843, 245, 869, 254]
fixture-team: Gentlemen	[843, 336, 881, 345]
fixture-row	[797, 245, 939, 253]
fixture-row	[797, 320, 939, 328]
fixture-sep: ...	[832, 261, 839, 270]
column-1	[10, 34, 159, 2407]
loafer-paragraph: If this burdensome criminal had to pay 20s for a canine memory, what ought to be done to the owners of those numerous curs whose only call in life seems to be to exhibit themselves as curs on the corners of the streets, looking at certain dogs, as well as certain men, who often create a nuisance for what purpose they never tell? We have as much right to be protected against them as against the dogs.	[797, 1166, 940, 1281]
ad-divider	[975, 1250, 1084, 1251]
hikurangi-heading: THE HIKURANGI REPORTS, TAWHIAO'S VIEWS, &c.	[482, 1169, 624, 1235]
fixture-date: Aug 5	[798, 294, 818, 303]
fixture-date: June 3	[798, 153, 820, 162]
railway-paragraph: The committee after was duly elected, Mr McKenna, V.C., a district master, Kaiapoi, being voted to the chair, and a considerable amount of routine business was transacted. It is expected that in a few days some hundreds of members will have enrolled their names as members of the Christchurch Branch of the New Zealand Railways Employes' Benefit Society.	[639, 458, 783, 564]
fixture-row	[797, 146, 939, 154]
court-paragraph: EMPLOYERS' AND FRIENDLY RELIEF ACT.—James Mitchell was charged with disobeying an order of the Court whereby he was to have paid 10s a week towards the support of his wife. He had suffered the payment to get fifteen weeks in arrear. Defendant pleaded sickness. He promised that the Court should not be again troubled. The Court gave him a month's respite.	[167, 64, 310, 170]
